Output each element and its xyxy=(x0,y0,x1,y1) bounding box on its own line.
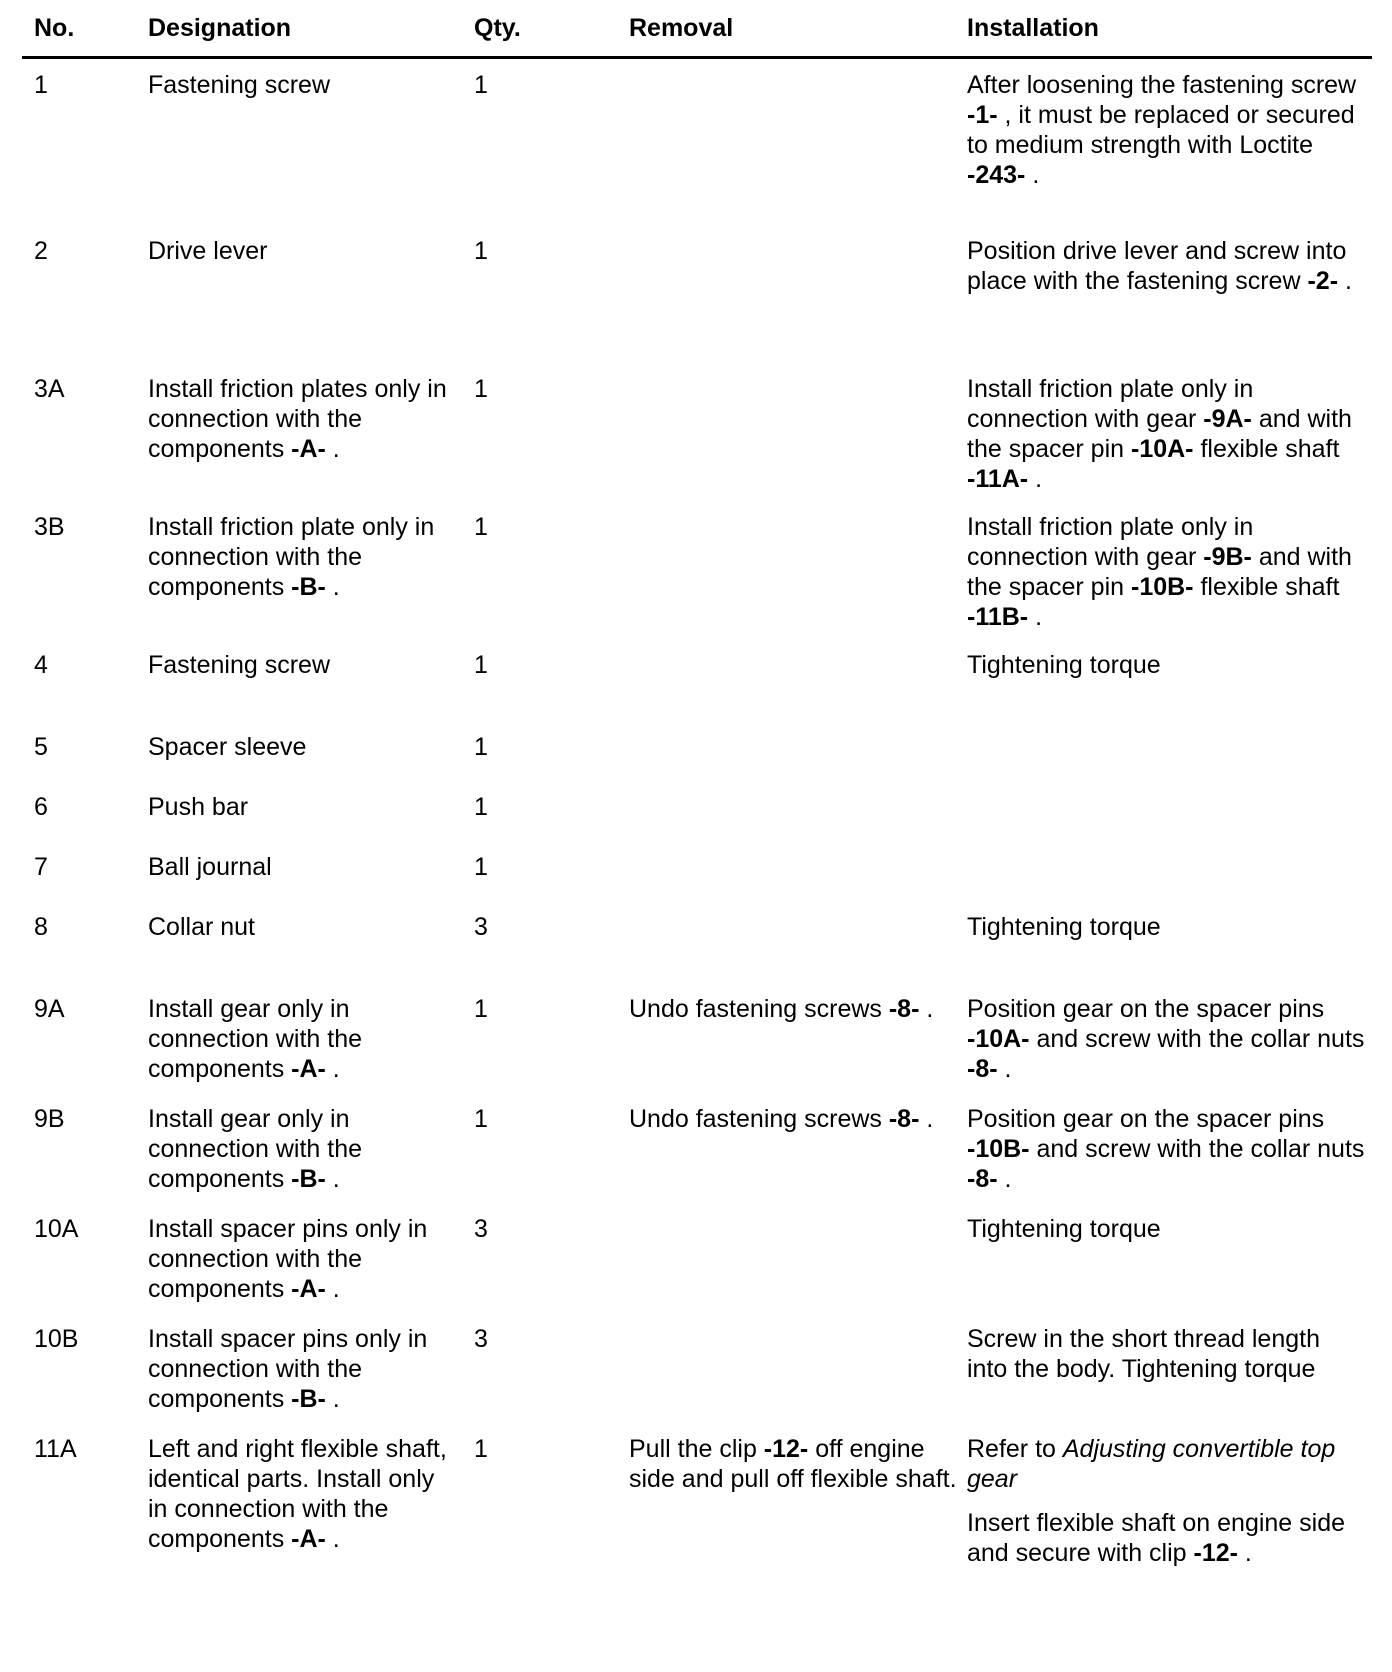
cell-qty: 1 xyxy=(474,1435,488,1463)
cell-designation: Install spacer pins only in connection with the components -A- . xyxy=(148,1215,428,1303)
cell-qty: 1 xyxy=(474,237,488,265)
cell-designation: Fastening screw xyxy=(148,651,331,679)
table-header xyxy=(22,0,1372,59)
cell-designation: Collar nut xyxy=(148,913,255,941)
cell-designation: Fastening screw xyxy=(148,71,331,99)
cell-no: 3B xyxy=(34,513,65,541)
cell-installation xyxy=(967,374,1367,494)
cell-no: 10B xyxy=(34,1325,79,1353)
cell-no: 6 xyxy=(34,793,48,821)
cell-designation: Ball journal xyxy=(148,853,272,881)
cell-installation xyxy=(967,1434,1367,1568)
cell-qty: 1 xyxy=(474,71,488,99)
header-designation: Designation xyxy=(148,14,292,42)
cell-qty: 1 xyxy=(474,513,488,541)
cell-qty: 1 xyxy=(474,853,488,881)
installation-paragraph: After loosening the fastening screw -1- , it must be replaced or secured to medium strength with Loctite -243- . xyxy=(967,71,1357,189)
header-installation: Installation xyxy=(967,14,1099,42)
cell-qty: 1 xyxy=(474,375,488,403)
cell-no: 9A xyxy=(34,995,65,1023)
cell-installation xyxy=(967,236,1367,296)
cell-no: 2 xyxy=(34,237,48,265)
cell-no: 10A xyxy=(34,1215,79,1243)
cell-installation xyxy=(967,994,1367,1084)
cell-removal: Undo fastening screws -8- . xyxy=(629,995,934,1023)
cell-designation: Install spacer pins only in connection with the components -B- . xyxy=(148,1325,428,1413)
cell-installation xyxy=(967,912,1367,942)
cell-designation: Push bar xyxy=(148,793,249,821)
cell-qty: 3 xyxy=(474,1215,488,1243)
installation-paragraph: Refer to Adjusting convertible top gear xyxy=(967,1435,1336,1493)
parts-table xyxy=(22,0,1372,1567)
installation-paragraph: Position gear on the spacer pins -10A- and screw with the collar nuts -8- . xyxy=(967,995,1365,1083)
cell-designation: Install gear only in connection with the components -B- . xyxy=(148,1105,363,1193)
cell-qty: 1 xyxy=(474,995,488,1023)
cell-qty: 3 xyxy=(474,1325,488,1353)
installation-paragraph: Tightening torque xyxy=(967,651,1161,679)
header-no: No. xyxy=(34,14,75,42)
cell-qty: 1 xyxy=(474,733,488,761)
cell-installation xyxy=(967,70,1367,190)
cell-no: 9B xyxy=(34,1105,65,1133)
cell-designation: Spacer sleeve xyxy=(148,733,307,761)
cell-installation xyxy=(967,650,1367,680)
cell-no: 5 xyxy=(34,733,48,761)
cell-designation: Left and right flexible shaft, identical parts. Install only in connection with the components -A- . xyxy=(148,1435,447,1553)
installation-paragraph: Install friction plate only in connection with gear -9B- and with the spacer pin -10B- flexible shaft -11B- . xyxy=(967,513,1352,631)
cell-qty: 3 xyxy=(474,913,488,941)
cell-designation: Install gear only in connection with the components -A- . xyxy=(148,995,363,1083)
installation-paragraph: Position gear on the spacer pins -10B- and screw with the collar nuts -8- . xyxy=(967,1105,1365,1193)
cell-designation: Install friction plates only in connection with the components -A- . xyxy=(148,375,447,463)
cell-installation xyxy=(967,1104,1367,1194)
installation-paragraph: Position drive lever and screw into place with the fastening screw -2- . xyxy=(967,237,1352,295)
cell-installation xyxy=(967,1214,1367,1244)
cell-designation: Drive lever xyxy=(148,237,268,265)
cell-no: 1 xyxy=(34,71,48,99)
cell-removal: Pull the clip -12- off engine side and pull off flexible shaft. xyxy=(629,1435,957,1493)
header-qty: Qty. xyxy=(474,14,521,42)
installation-paragraph: Tightening torque xyxy=(967,913,1161,941)
cell-qty: 1 xyxy=(474,1105,488,1133)
installation-paragraph: Screw in the short thread length into the body. Tightening torque xyxy=(967,1325,1320,1383)
cell-installation xyxy=(967,1324,1367,1384)
installation-paragraph: Insert flexible shaft on engine side and secure with clip -12- . xyxy=(967,1509,1346,1567)
cell-installation xyxy=(967,512,1367,632)
cell-no: 3A xyxy=(34,375,65,403)
cell-qty: 1 xyxy=(474,793,488,821)
cell-qty: 1 xyxy=(474,651,488,679)
cell-designation: Install friction plate only in connection with the components -B- . xyxy=(148,513,435,601)
installation-paragraph: Install friction plate only in connection with gear -9A- and with the spacer pin -10A- flexible shaft -11A- . xyxy=(967,375,1352,493)
cell-no: 4 xyxy=(34,651,48,679)
cell-removal: Undo fastening screws -8- . xyxy=(629,1105,934,1133)
cell-no: 8 xyxy=(34,913,48,941)
cell-no: 7 xyxy=(34,853,48,881)
cell-no: 11A xyxy=(34,1435,77,1463)
header-removal: Removal xyxy=(629,14,734,42)
installation-paragraph: Tightening torque xyxy=(967,1215,1161,1243)
